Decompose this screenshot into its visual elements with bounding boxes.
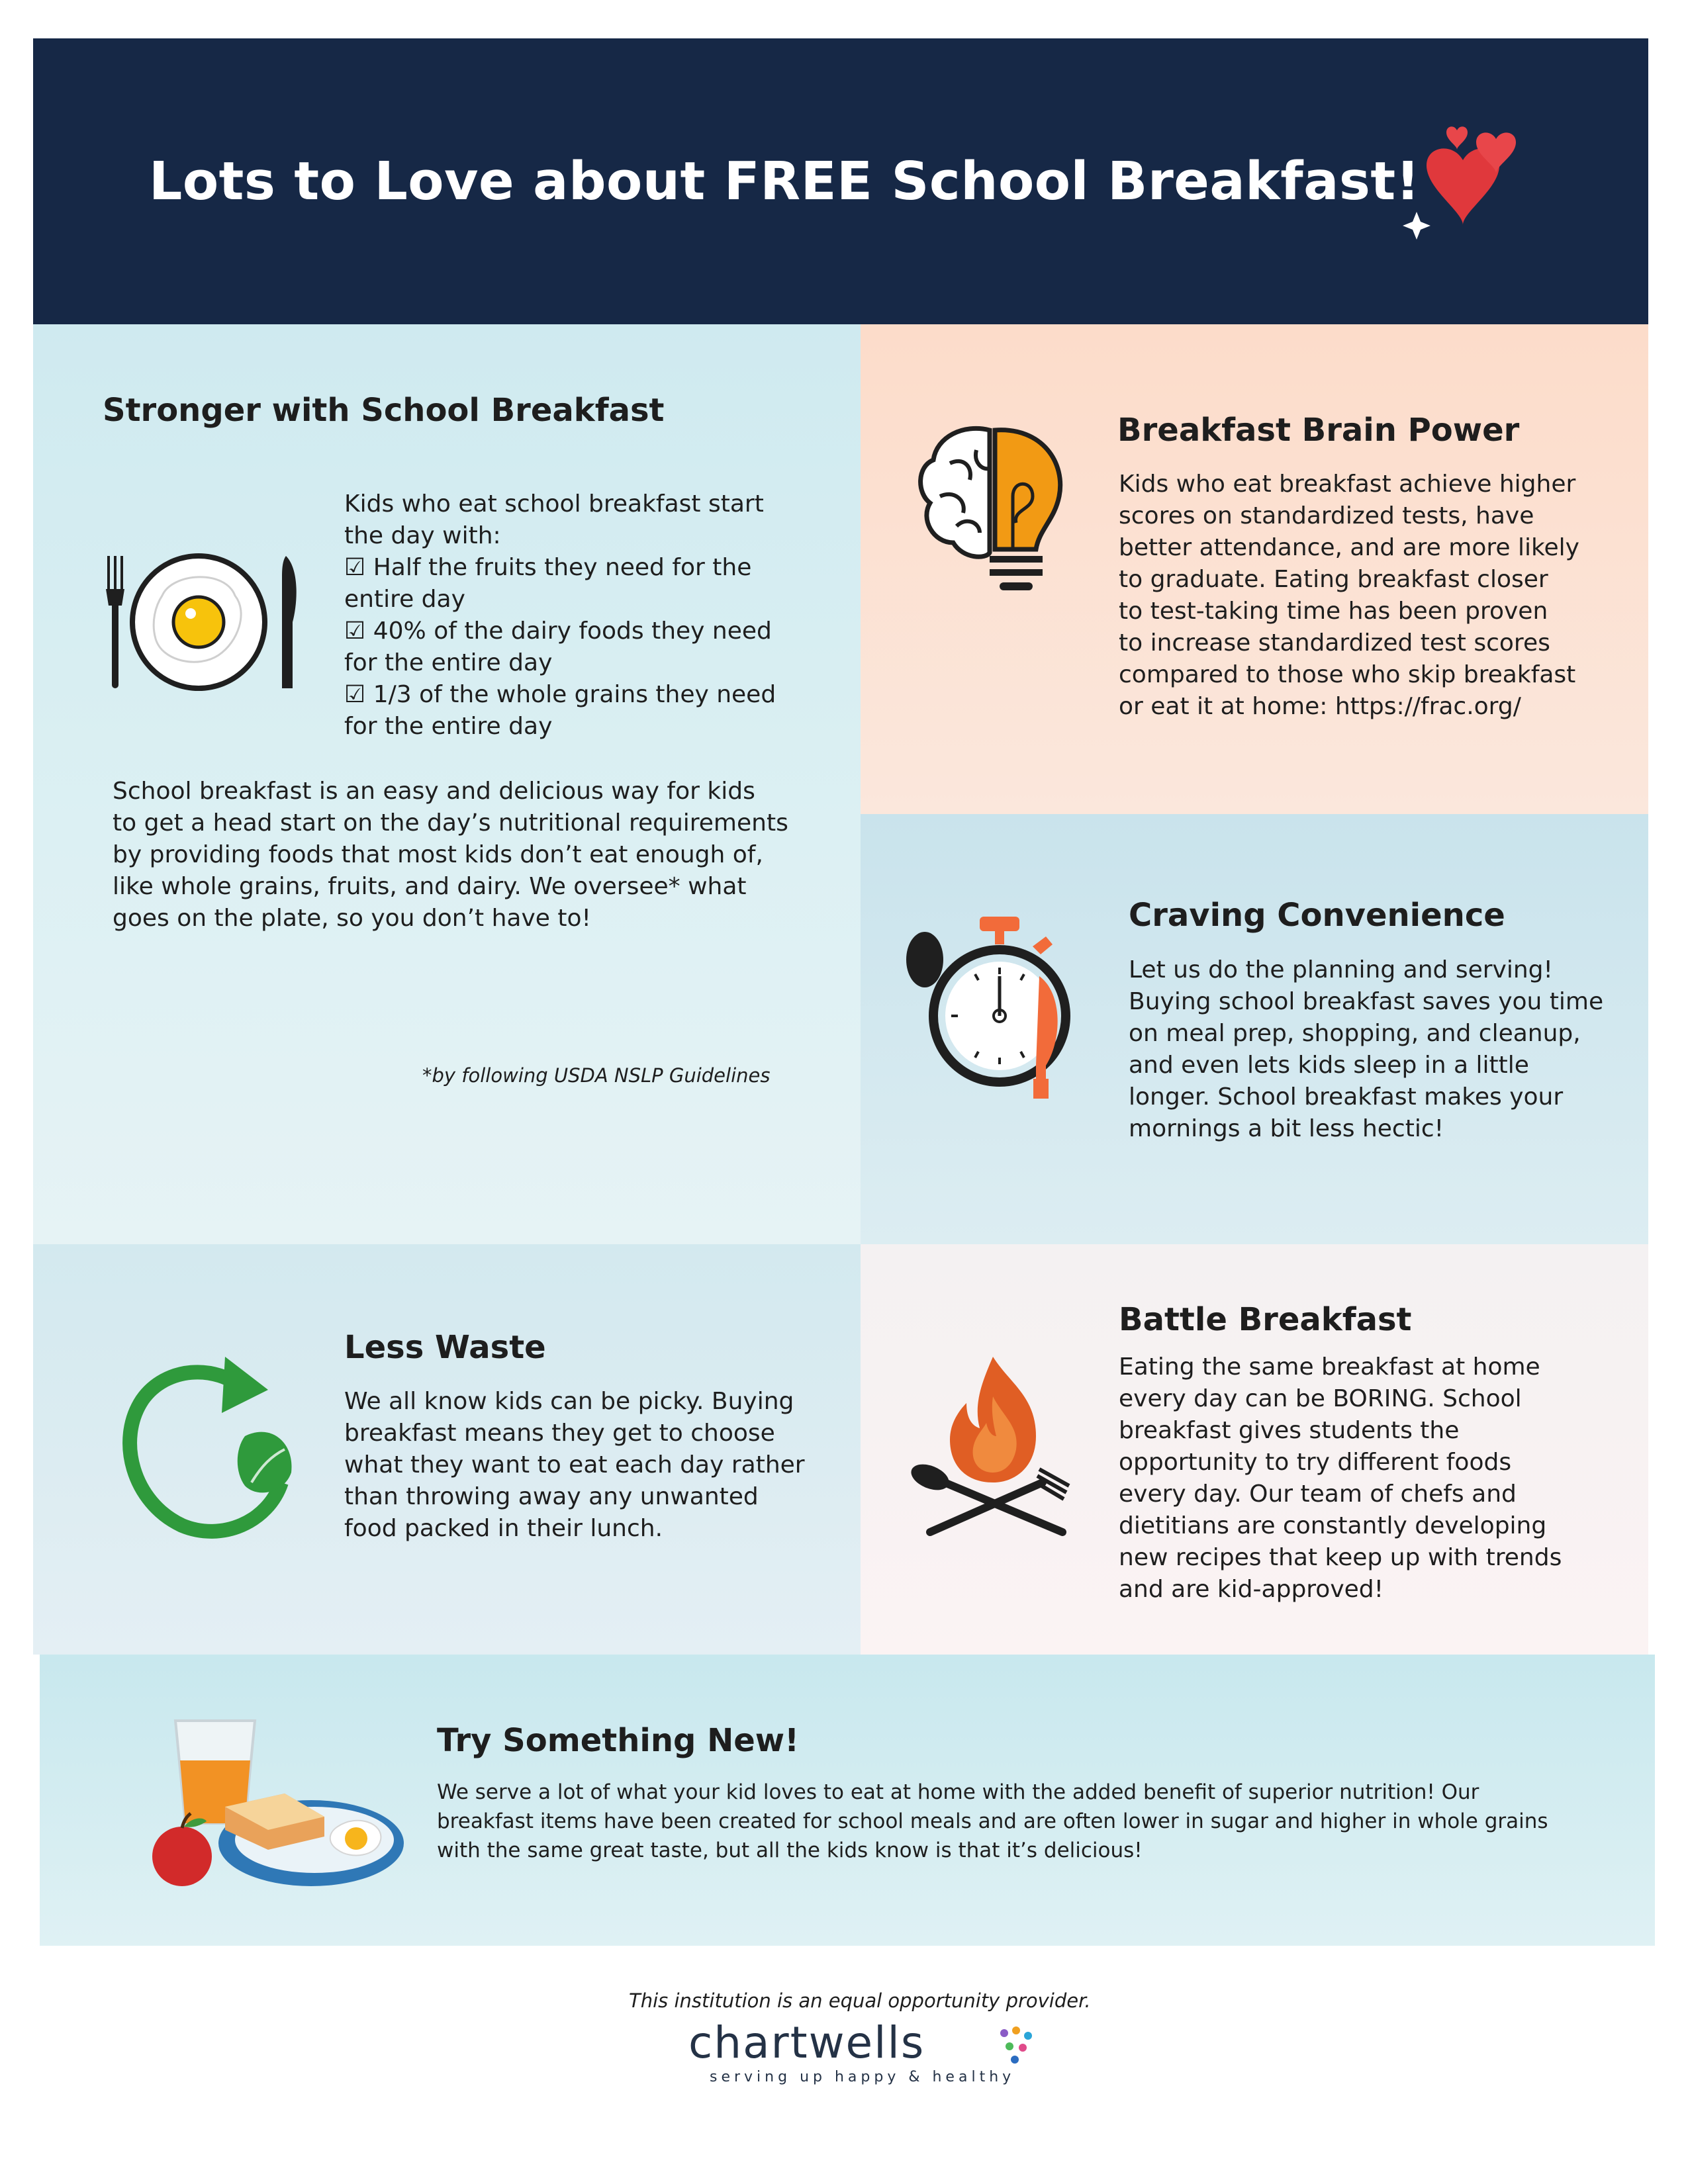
body-line: every day. Our team of chefs and (1119, 1480, 1517, 1508)
paragraph-line: by providing foods that most kids don’t eat enough of, (113, 841, 763, 868)
section-heading-battle: Battle Breakfast (1119, 1301, 1412, 1338)
body-line: breakfast means they get to choose (344, 1420, 775, 1447)
body-line: and even lets kids sleep in a little (1129, 1052, 1529, 1079)
checklist-item: ☑ Half the fruits they need for the (344, 554, 752, 581)
section-heading-new: Try Something New! (437, 1722, 800, 1759)
body-line: to test-taking time has been proven (1119, 598, 1548, 625)
body-line: Eating the same breakfast at home (1119, 1353, 1540, 1381)
equal-opportunity-statement: This institution is an equal opportunity provider. (629, 1989, 1091, 2012)
checklist-item-cont: for the entire day (344, 713, 553, 740)
brand-tagline: serving up happy & healthy (710, 2069, 1015, 2085)
body-line: and are kid-approved! (1119, 1576, 1384, 1603)
body-line: on meal prep, shopping, and cleanup, (1129, 1020, 1581, 1047)
page-title: Lots to Love about FREE School Breakfast! (149, 151, 1421, 212)
section-heading-brain: Breakfast Brain Power (1117, 412, 1520, 449)
checkbox-icon: ☑ (344, 617, 366, 645)
body-line: to graduate. Eating breakfast closer (1119, 566, 1548, 593)
body-line: Let us do the planning and serving! (1129, 956, 1553, 983)
battle-body (1119, 1351, 1562, 1606)
hearts-icon (1390, 119, 1542, 251)
body-line: new recipes that keep up with trends (1119, 1544, 1562, 1571)
paragraph-line: like whole grains, fruits, and dairy. We oversee* what (113, 873, 747, 900)
body-line: what they want to eat each day rather (344, 1451, 805, 1479)
body-line: longer. School breakfast makes your (1129, 1083, 1564, 1111)
body-line: Kids who eat breakfast achieve higher (1119, 471, 1576, 498)
brain-body (1119, 469, 1579, 723)
flame-utensils-icon (910, 1350, 1076, 1549)
checkbox-icon: ☑ (344, 681, 366, 708)
stronger-intro-line: the day with: (344, 522, 501, 549)
waste-body (344, 1386, 805, 1545)
stopwatch-utensils-icon (904, 913, 1076, 1105)
stronger-intro-line: Kids who eat school breakfast start (344, 490, 764, 518)
section-heading-waste: Less Waste (344, 1329, 546, 1366)
brain-bulb-icon (910, 417, 1076, 609)
body-line: We serve a lot of what your kid loves to eat at home with the added benefit of superior nutrition! Our (437, 1780, 1479, 1804)
body-line: compared to those who skip breakfast (1119, 661, 1576, 688)
paragraph-line: School breakfast is an easy and delicious way for kids (113, 778, 755, 805)
paragraph-line: to get a head start on the day’s nutritional requirements (113, 809, 788, 837)
logo-dots-icon (996, 2025, 1036, 2065)
body-line: than throwing away any unwanted (344, 1483, 759, 1510)
stronger-paragraph (113, 776, 788, 934)
body-line: better attendance, and are more likely (1119, 534, 1579, 561)
checklist-item: ☑ 40% of the dairy foods they need (344, 617, 772, 645)
body-line: or eat it at home: https://frac.org/ (1119, 693, 1521, 720)
paragraph-line: goes on the plate, so you don’t have to! (113, 905, 591, 932)
new-body (437, 1778, 1548, 1865)
checkbox-icon: ☑ (344, 554, 366, 581)
body-line: to increase standardized test scores (1119, 629, 1550, 657)
body-line: We all know kids can be picky. Buying (344, 1388, 794, 1415)
usda-footnote: *by following USDA NSLP Guidelines (422, 1064, 771, 1087)
body-line: every day can be BORING. School (1119, 1385, 1522, 1412)
body-line: scores on standardized tests, have (1119, 502, 1534, 529)
body-line: Buying school breakfast saves you time (1129, 988, 1604, 1015)
checklist-item: ☑ 1/3 of the whole grains they need (344, 681, 776, 708)
body-line: opportunity to try different foods (1119, 1449, 1512, 1476)
body-line: food packed in their lunch. (344, 1515, 663, 1542)
section-heading-convenience: Craving Convenience (1129, 897, 1505, 934)
checklist-item-cont: entire day (344, 586, 465, 613)
body-line: with the same great taste, but all the kids know is that it’s delicious! (437, 1839, 1143, 1862)
section-heading-stronger: Stronger with School Breakfast (103, 392, 665, 429)
convenience-body (1129, 954, 1603, 1145)
recycle-leaf-icon (106, 1343, 305, 1549)
body-line: breakfast items have been created for school meals and are often lower in sugar and higher in whole grains (437, 1809, 1548, 1833)
body-line: mornings a bit less hectic! (1129, 1115, 1444, 1142)
plate-egg-icon (99, 549, 305, 702)
breakfast-plate-icon (146, 1707, 410, 1899)
body-line: breakfast gives students the (1119, 1417, 1460, 1444)
stronger-intro (344, 488, 776, 743)
body-line: dietitians are constantly developing (1119, 1512, 1547, 1539)
chartwells-logo: chartwells (688, 2017, 925, 2068)
checklist-item-cont: for the entire day (344, 649, 553, 676)
